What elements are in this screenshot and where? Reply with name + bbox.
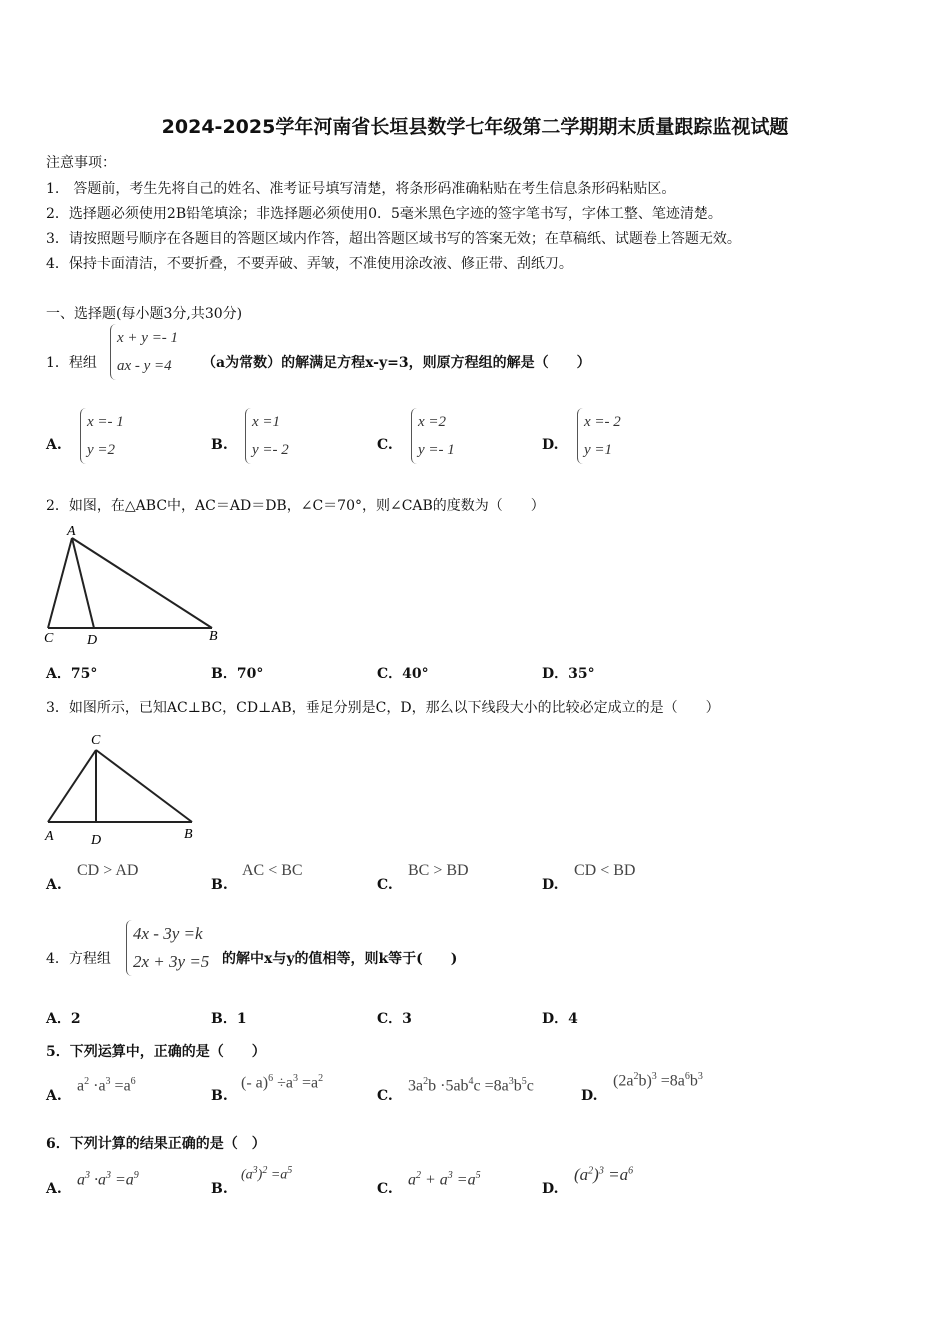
q3-label-c: C bbox=[91, 733, 101, 748]
q5-option-c-expr: $3a^2b \cdot 5ab^4c =8a^3b^5c$ bbox=[408, 1076, 534, 1095]
q3-option-c-label: C. bbox=[377, 877, 393, 893]
q1-option-d-line2: y =1 bbox=[584, 442, 613, 458]
q6-option-c-label: C. bbox=[377, 1181, 393, 1197]
q1-option-d bbox=[577, 408, 621, 464]
q5-option-a-label: A. bbox=[46, 1088, 62, 1104]
q6-text: 6．下列计算的结果正确的是（ ） bbox=[46, 1136, 266, 1152]
q4-option-a: A．2 bbox=[46, 1011, 81, 1027]
q3-label-d: D bbox=[91, 833, 102, 848]
q3-label-a: A bbox=[45, 829, 54, 844]
q2-option-a: A．75° bbox=[46, 666, 98, 682]
q2-option-d: D．35° bbox=[542, 666, 595, 682]
q1-option-b bbox=[245, 408, 289, 464]
q4-option-d: D．4 bbox=[542, 1011, 578, 1027]
q1-option-a-line2: y =2 bbox=[87, 442, 116, 458]
section-heading: 一、选择题(每小题3分,共30分) bbox=[46, 306, 243, 322]
q2-label-a: A bbox=[67, 524, 76, 539]
q3-option-d-label: D. bbox=[542, 877, 559, 893]
note-item-1: 1. 答题前，考生先将自己的姓名、准考证号填写清楚，将条形码准确粘贴在考生信息条形码粘贴区。 bbox=[46, 181, 676, 197]
q4-eq1: 4x - 3y =k bbox=[133, 924, 203, 943]
q3-option-b-label: B. bbox=[211, 877, 228, 893]
page-title: 2024-2025学年河南省长垣县数学七年级第二学期期末质量跟踪监视试题 bbox=[161, 116, 789, 138]
q5-option-d-expr: $(2a^2b)^3 =8a^6b^3$ bbox=[613, 1071, 703, 1090]
q3-label-b: B bbox=[184, 827, 193, 842]
note-item-2: 2．选择题必须使用2B铅笔填涂；非选择题必须使用0．5毫米黑色字迹的签字笔书写，字体工整、笔迹清楚。 bbox=[46, 206, 722, 222]
q2-option-b: B．70° bbox=[211, 666, 264, 682]
q6-option-c-expr: $a^2 + a^3 =a^5$ bbox=[408, 1170, 481, 1189]
q1-option-a-line1: x =- 1 bbox=[87, 414, 124, 430]
q6-option-b-label: B. bbox=[211, 1181, 228, 1197]
q1-text: （a为常数）的解满足方程x-y=3，则原方程组的解是（ ） bbox=[202, 355, 591, 371]
q4-option-b: B．1 bbox=[211, 1011, 247, 1027]
q2-option-c: C．40° bbox=[377, 666, 429, 682]
q3-option-a-label: A. bbox=[46, 877, 62, 893]
q3-option-b-expr: AC < BC bbox=[242, 862, 303, 879]
q1-option-a bbox=[80, 408, 124, 464]
q4-option-c: C．3 bbox=[377, 1011, 412, 1027]
q1-option-b-line1: x =1 bbox=[252, 414, 281, 430]
q3-option-c-expr: BC > BD bbox=[408, 862, 469, 879]
q1-option-c-line2: y =- 1 bbox=[418, 442, 455, 458]
q1-option-d-label: D. bbox=[542, 437, 559, 453]
q5-option-d-label: D. bbox=[581, 1088, 598, 1104]
q1-system bbox=[110, 324, 178, 380]
q1-option-c bbox=[411, 408, 455, 464]
q1-eq2: ax - y =4 bbox=[117, 358, 172, 374]
q6-option-a-expr: $a^3 \cdot a^3 =a^9$ bbox=[77, 1170, 139, 1189]
q3-triangle-figure bbox=[40, 728, 210, 850]
q2-text: 2．如图，在△ABC中，AC＝AD＝DB，∠C＝70°，则∠CAB的度数为（ ） bbox=[46, 498, 545, 514]
q1-option-d-line1: x =- 2 bbox=[584, 414, 621, 430]
notes-heading: 注意事项： bbox=[46, 155, 116, 171]
q4-eq2: 2x + 3y =5 bbox=[133, 952, 210, 971]
q6-option-d-label: D. bbox=[542, 1181, 559, 1197]
q6-option-a-label: A. bbox=[46, 1181, 62, 1197]
q2-label-c: C bbox=[44, 631, 54, 646]
q5-option-c-label: C. bbox=[377, 1088, 393, 1104]
q6-option-d-expr: $(a^2)^3 =a^6$ bbox=[574, 1165, 634, 1184]
q2-label-b: B bbox=[209, 629, 218, 644]
q1-option-c-line1: x =2 bbox=[418, 414, 447, 430]
note-item-3: 3．请按照题号顺序在各题目的答题区域内作答，超出答题区域书写的答案无效；在草稿纸、试题卷上答题无效。 bbox=[46, 231, 741, 247]
note-item-4: 4．保持卡面清洁，不要折叠，不要弄破、弄皱，不准使用涂改液、修正带、刮纸刀。 bbox=[46, 256, 573, 272]
q1-number: 1．程组 bbox=[46, 355, 97, 371]
q5-option-b-label: B. bbox=[211, 1088, 228, 1104]
q3-option-d-expr: CD < BD bbox=[574, 862, 636, 879]
q6-option-b-expr: $(a^3)^2 =a^5$ bbox=[241, 1165, 293, 1183]
q2-triangle-figure bbox=[40, 522, 230, 648]
q3-text: 3．如图所示，已知AC⊥BC，CD⊥AB，垂足分别是C，D，那么以下线段大小的比较必定成立的是（ ） bbox=[46, 700, 720, 716]
q1-option-b-label: B. bbox=[211, 437, 228, 453]
q4-text: 的解中x与y的值相等，则k等于( ) bbox=[222, 951, 458, 967]
q5-option-a-expr: $a^2 \cdot a^3 =a^6$ bbox=[77, 1076, 136, 1095]
q4-number: 4．方程组 bbox=[46, 951, 111, 967]
q1-option-a-label: A. bbox=[46, 437, 62, 453]
q1-eq1: x + y =- 1 bbox=[117, 330, 179, 346]
q2-label-d: D bbox=[87, 633, 98, 648]
q3-option-a-expr: CD > AD bbox=[77, 862, 139, 879]
q4-system bbox=[126, 920, 209, 976]
q1-option-b-line2: y =- 2 bbox=[252, 442, 289, 458]
q5-option-b-expr: (- $a)^6 \div a^3 =a^2$ bbox=[241, 1073, 324, 1092]
q5-text: 5．下列运算中，正确的是（ ） bbox=[46, 1044, 266, 1060]
q1-option-c-label: C. bbox=[377, 437, 393, 453]
